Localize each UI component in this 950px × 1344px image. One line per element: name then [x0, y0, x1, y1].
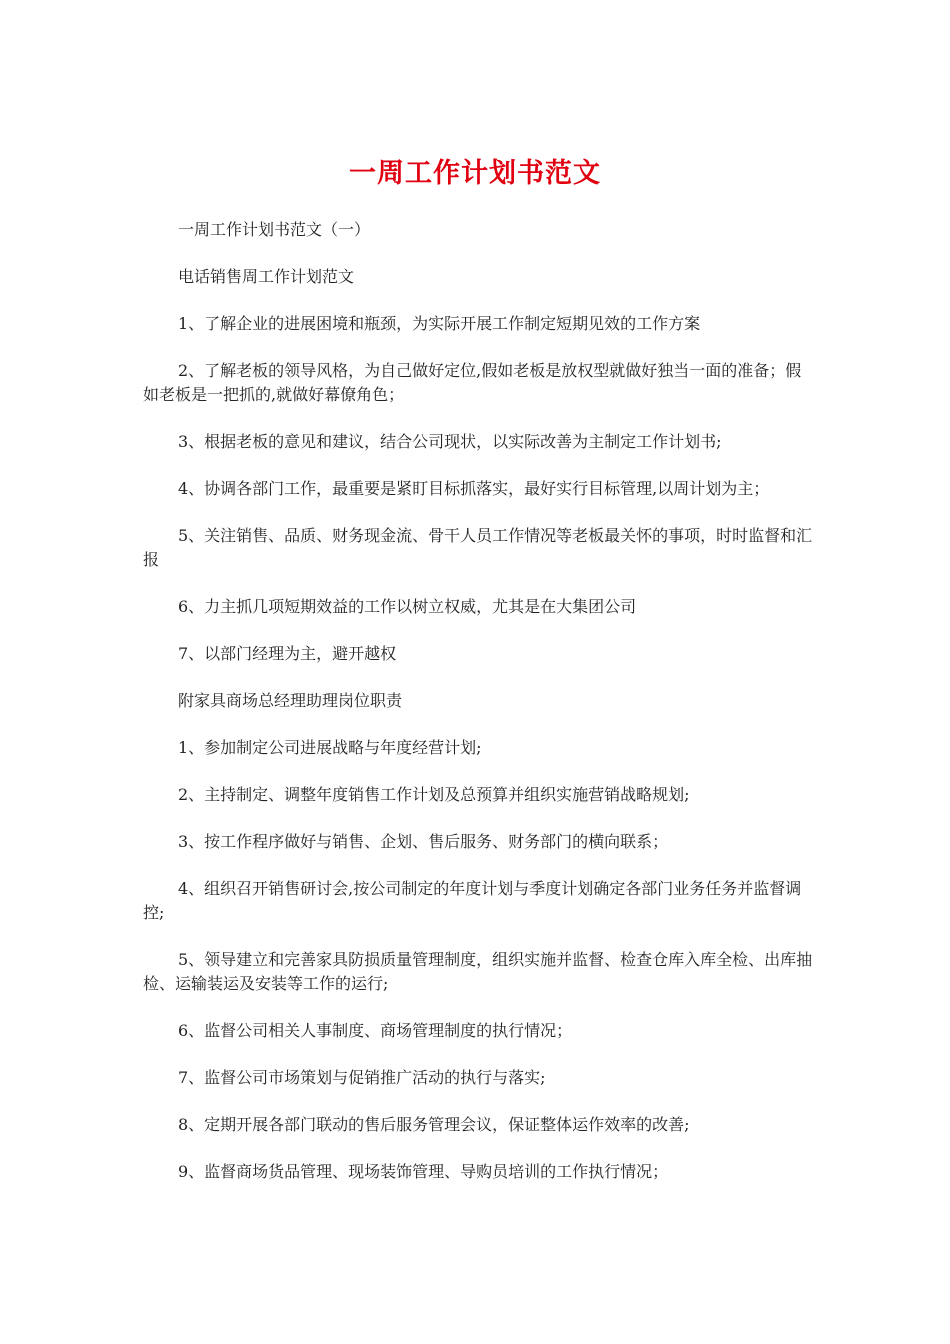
paragraph: 电话销售周工作计划范文 [178, 267, 355, 286]
document-title: 一周工作计划书范文 [349, 158, 601, 189]
paragraph: 9、监督商场货品管理、现场装饰管理、导购员培训的工作执行情况； [178, 1162, 669, 1181]
paragraph: 附家具商场总经理助理岗位职责 [178, 691, 403, 710]
document-body [143, 218, 815, 1207]
paragraph: 8、定期开展各部门联动的售后服务管理会议，保证整体运作效率的改善; [178, 1115, 690, 1134]
paragraph: 4、组织召开销售研讨会,按公司制定的年度计划与季度计划确定各部门业务任务并监督调控; [143, 879, 802, 922]
paragraph: 3、根据老板的意见和建议，结合公司现状，以实际改善为主制定工作计划书; [178, 432, 722, 451]
paragraph: 5、领导建立和完善家具防损质量管理制度，组织实施并监督、检查仓库入库全检、出库抽检、运输装运及安装等工作的运行; [143, 950, 813, 993]
paragraph: 6、力主抓几项短期效益的工作以树立权威，尤其是在大集团公司 [178, 597, 637, 616]
paragraph: 6、监督公司相关人事制度、商场管理制度的执行情况； [178, 1021, 573, 1040]
paragraph: 4、协调各部门工作，最重要是紧盯目标抓落实，最好实行目标管理,以周计划为主； [178, 479, 770, 498]
paragraph: 1、了解企业的进展困境和瓶颈，为实际开展工作制定短期见效的工作方案 [178, 314, 701, 333]
paragraph: 一周工作计划书范文（一） [178, 220, 371, 239]
paragraph: 2、主持制定、调整年度销售工作计划及总预算并组织实施营销战略规划; [178, 785, 690, 804]
paragraph: 7、以部门经理为主，避开越权 [178, 644, 397, 663]
paragraph: 2、了解老板的领导风格，为自己做好定位,假如老板是放权型就做好独当一面的准备；假如老板是一把抓的,就做好幕僚角色； [143, 361, 802, 404]
paragraph: 7、监督公司市场策划与促销推广活动的执行与落实; [178, 1068, 546, 1087]
paragraph: 5、关注销售、品质、财务现金流、骨干人员工作情况等老板最关怀的事项，时时监督和汇报 [143, 526, 813, 569]
paragraph: 1、参加制定公司进展战略与年度经营计划; [178, 738, 482, 757]
paragraph: 3、按工作程序做好与销售、企划、售后服务、财务部门的横向联系； [178, 832, 669, 851]
